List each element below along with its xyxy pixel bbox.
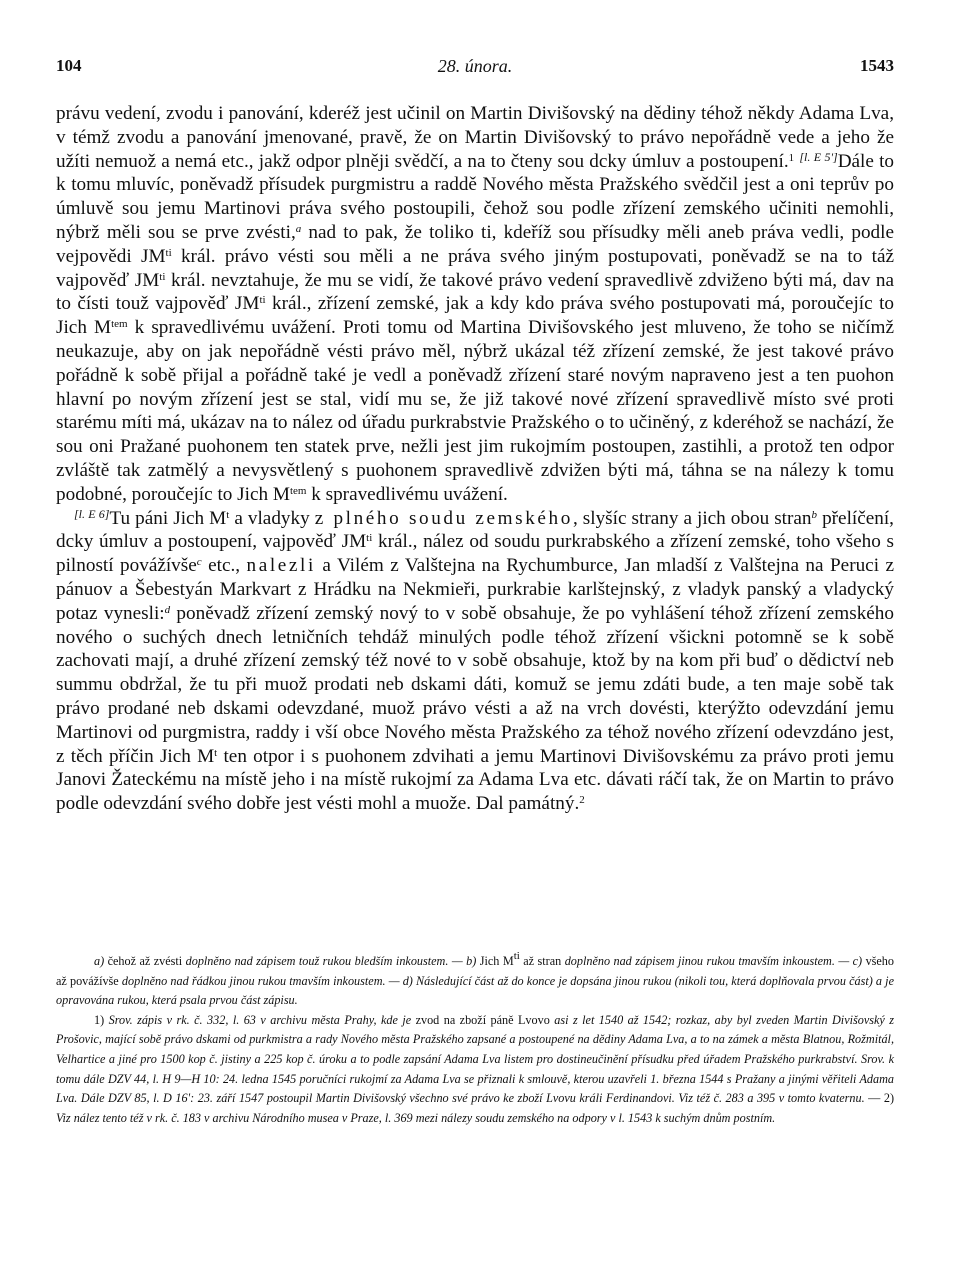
text-run: etc., [201, 555, 247, 577]
paragraph-verdict [56, 507, 894, 816]
page-header [56, 56, 894, 82]
text-run: právu vedení, zvodu i panování, kderéž jest učinil on Martin Divišovský na dědiny téhož někdy Adama Lva, v témž zvodu a panování jmenované, pravě, že on Martin Divišovský to právo nepořádně vede a jeho že užíti nemuož a nemá etc., jakž odpor plněji svědčí, a na to čteny sou dcky úmluv a postoupení. [56, 103, 894, 172]
abbrev-sup: ti [165, 246, 172, 259]
text-run: poněvadž zřízení zemský nový to v sobě obsahuje, že po vyhlášení téhož zřízení zemského nového o suchých dnech letničních tehdáž minulých podle téhož zřízení všickni potomně se k sobě zachovati mají, a druhé zřízení zemský též nové to v sobě obsahuje, ktož by na kom při buď o dědictví neb summu obdržal, že tu při muož prodati neb dskami dáti, komuž se jemu zdáti bude, a ten maje sobě tak právo prodané neb dskami odevzdané, muož právo vésti a až na vrch dovésti, kterýžto odevzdání jemu Martinovi od purgmistra, raddy i vší obce Nového města Pražského za téhož nového zřízení odevzdáno jest, z těch příčin Jich M [56, 602, 894, 767]
folio-marker: [l. E 6] [74, 506, 110, 521]
footnote-ref: 2 [579, 794, 585, 807]
abbrev-sup: ti [366, 532, 373, 545]
explanatory-notes [56, 1011, 894, 1129]
note-label: 1) [94, 1012, 109, 1027]
main-text [56, 102, 894, 816]
header-year: 1543 [860, 56, 894, 75]
footnote-ref: 1 [788, 151, 795, 164]
folio-marker: [l. E 5'] [799, 149, 838, 164]
note-text: až stran [519, 954, 565, 968]
note-text: všeho až povážívše [56, 954, 894, 988]
text-run: král., nález od soudu purkrabského a zřízení zemské, toho všeho s pilností povážívše [56, 531, 894, 577]
note-label: — c) [834, 954, 866, 968]
abbrev-sup: ti [513, 949, 520, 962]
text-run: Dále to k tomu mluvíc, poněvadž přísudek purgmistru a raddě Nového města Pražského svědčil jest a oni teprův po úmluvě sou jemu Martinovi práva svého postoupili, čehož sou podle zřízení zemského učiniti nemohli, nýbrž měli sou se prve zvésti, [56, 150, 895, 243]
textual-notes [56, 949, 894, 1011]
abbrev-sup: t [214, 746, 218, 759]
text-run: Tu páni Jich M [109, 507, 227, 529]
text-run: a Vilém z Valštejna na Rychumburce, Jan mladší z Valštejna na Peruci z pánuov a Šebestyán Markvart z Hrádku na Nekmieři, purkrabie karlštejnský, z vladyk panský a vladycký potaz vynesli: [56, 555, 894, 624]
page-number: 104 [56, 56, 82, 75]
text-run: k spravedlivému uvážení. Proti tomu od Martina Divišovského jest mluveno, že toho se ničímž neukazuje, aby on jak nepořádně vésti právo měl, nýbrž ukázal též zřízení zemské, že jest takové právo pořádně k sobě přijal a pořádně také je vedl a poněvadž zřízení staré novým napraveno jest a ten puohon hlavní po novým zřízení jest se stal, vidí mu se, že již takové nové zřízení spravedlivě místo své proti starému míti má, ukázav na to nález od úřadu purkrabstvie Pražského o to učiněný, z kderéhož se nachází, že sou oni Pražané puohonem ten statek prve, nežli jest jim rukojmím postoupen, zastihli, a protož ten odpor zvláště tak zatmělý a nevysvětlený s puohonem spravedlivě zdvižen býti má, táhna se na nálezy k tomu podobné, poroučejíc to Jich M [56, 317, 894, 505]
note-label: 2) [883, 1091, 894, 1106]
note-comment: Viz nález tento též v rk. č. 183 v archivu Národního musea v Praze, l. 369 mezi nálezy soudu zemského na odpory v l. 1543 k suchým dnům postním. [56, 1110, 776, 1125]
text-run: přelíčení, dcky úmluv a postoupení, vajpověď JM [56, 507, 894, 553]
footnotes [56, 949, 894, 1128]
text-run: , slyšíc strany a jich obou stran [572, 507, 812, 529]
spaced-text: z plného soudu zemského [314, 507, 573, 529]
note-label: a) [94, 954, 105, 968]
note-separator: — [864, 1091, 884, 1106]
text-run: nad to pak, že toliko ti, kdeříž sou přísudky měli aneb práva vedli, podle vejpovědi JM [56, 221, 894, 267]
text-run: a vladyky [229, 507, 315, 529]
note-label: — d) [385, 973, 416, 988]
paragraph-pleading [56, 102, 894, 507]
note-label: — b) [448, 954, 480, 968]
text-run: král. právo vésti sou měli a ne práva svého jiným postupovati, poněvadž se na to táž vajpověď JM [56, 245, 894, 291]
note-ref-a: a [295, 222, 302, 235]
header-date: 28. února. [437, 56, 513, 76]
note-comment: doplněno nad zápisem jinou rukou tmavším inkoustem. [564, 954, 835, 968]
text-run: k spravedlivému uvážení. [306, 483, 508, 505]
note-comment: doplněno nad zápisem touž rukou bledším inkoustem. [185, 954, 449, 968]
abbrev-sup: ti [259, 294, 266, 307]
note-comment: asi z let 1540 až 1542; rozkaz, aby byl zveden Martin Divišovský z Prošovic, mající sobě právo dskami od purkmistra a rady Nového města Pražského zapsané a postoupené na dědiny Adama Lva, a to na zámek a města Blatnou, Rožmitál, Velhartice a jiné pro 1500 kop č. jistiny a 225 kop č. úroku a to podle zapsání Adama Lva listem pro dostineučinění přísudku před úřadem Pražského purkrabství. Srov. k tomu dále DZV 44, l. H 9—H 10: 24. ledna 1545 poručníci rukojmí za Adama Lva se přiznali k smlouvě, kterou uzavřeli 1. března 1544 s Pražany a jinými věřiteli Adama Lva. Dále DZV 85, l. D 16': 23. září 1547 postoupil Martin Divišovský všechno své právo ke zboží Lvovu králi Ferdinandovi. Viz též č. 283 a 395 v tomto kvaternu. [56, 1012, 894, 1106]
note-ref-b: b [811, 508, 818, 521]
note-ref-c: c [196, 556, 202, 569]
text-run: král. nevztahuje, že mu se vidí, že takové právo vedení spravedlivě zdviženo býti má, dav na to čísti touž vajpověď JM [56, 269, 894, 315]
note-text: zvod na zboží páně Lvovo [415, 1012, 555, 1027]
note-comment: Srov. zápis v rk. č. 332, l. 63 v archivu města Prahy, kde je [108, 1012, 416, 1027]
note-text: čehož až zvésti [104, 954, 186, 968]
note-ref-d: d [164, 603, 171, 616]
text-run: král., zřízení zemské, jak a kdy kdo práva svého postupovati má, poroučejíc to Jich M [56, 293, 894, 339]
note-comment: Následující část až do konce je dopsána jinou rukou (nikoli tou, která doplňovala prvou část) a je opravována rukou, která psala prvou část zápisu. [56, 973, 894, 1008]
note-text: Jich M [479, 954, 514, 968]
abbrev-sup: ti [159, 270, 166, 283]
abbrev-sup: t [226, 508, 230, 521]
abbrev-sup: tem [111, 318, 128, 331]
text-run: ten otpor i s puohonem zdvihati a jemu Martinovi Divišovskému za právo proti jemu Janovi Žateckému na místě jeho i na místě rukojmí za Adama Lva etc. dávati ráčí tak, že on Martin to právo podle odevzdání svého dobře jest vésti mohl a muože. Dal památný. [56, 745, 894, 815]
spaced-text: nalezli [246, 555, 316, 577]
note-comment: doplněno nad řádkou jinou rukou tmavším inkoustem. [121, 973, 386, 988]
abbrev-sup: tem [289, 484, 307, 497]
